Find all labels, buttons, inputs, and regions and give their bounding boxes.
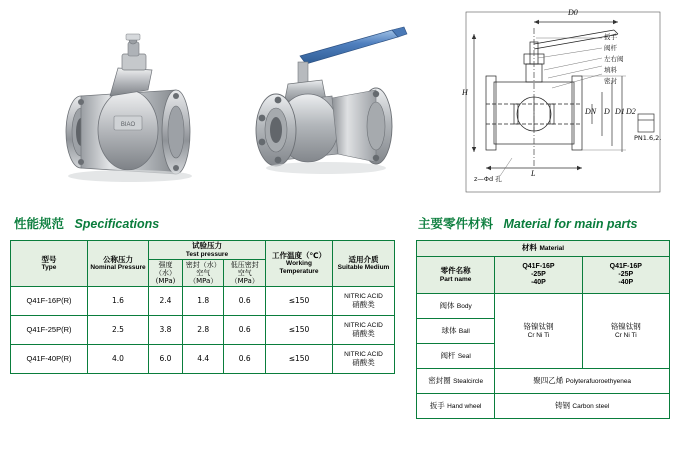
header-nominal-pressure [88,241,149,287]
table-row [417,394,670,419]
drawing-label-holes: z—Φd 孔 [474,175,502,183]
cell-medium-en: NITRIC ACID [344,293,383,301]
header-seal-unit: 空气（MPa） [189,269,218,286]
cell-material-col2 [582,294,669,369]
cell-part-cn: 阀杆 [440,350,456,360]
header-col1-line1: Q41F-16P [522,262,555,270]
cell-low-seal: 0.6 [224,345,266,374]
header-material-cn: 材料 [521,243,537,253]
header-col1-line3: -40P [531,279,546,287]
cell-part-en: Seal [457,352,471,360]
cell-medium-cn: 硝酸类 [352,328,375,338]
cell-part-cn: 扳手 [429,400,445,410]
header-col1-line2: -25P [531,270,546,278]
cell-mat1-en: Cr Ni Ti [527,331,550,339]
table-row [11,287,395,316]
drawing-label-d1: D1 [615,107,625,116]
cell-low-seal: 0.6 [224,316,266,345]
header-suitable-medium [333,241,395,287]
specifications-heading [14,214,159,232]
material-heading [418,214,638,232]
header-col2-line1: Q41F-16P [609,262,642,270]
cell-medium-cn: 硝酸类 [352,357,375,367]
cell-temp: ≤150 [266,316,333,345]
material-table [416,240,670,419]
header-nominal-cn: 公称压力 [103,254,133,264]
cell-part-en: Stealcircle [453,377,484,385]
header-test-pressure [149,241,266,260]
cell-part-name [417,294,495,319]
header-seal-cn: 密封（水） [185,261,221,270]
drawing-label-d0: D0 [568,8,578,17]
table-subheader-row [417,257,670,294]
header-part-en: Part name [439,275,472,283]
header-part-name [417,257,495,294]
specifications-heading-cn: 性能规范 [14,216,65,231]
valve-photo-left [48,24,238,184]
cell-type: Q41F-16P(R) [11,287,88,316]
cell-part-cn: 球体 [441,325,457,335]
header-low-seal [224,260,266,287]
specifications-table [10,240,395,374]
table-header-row [11,241,395,260]
cell-part-name [417,394,495,419]
drawing-callout-packing: 填料 [604,66,617,74]
svg-text:BIAO: BIAO [120,122,136,128]
cell-nominal: 4.0 [88,345,149,374]
cell-seal: 4.4 [183,345,224,374]
cell-mat-span-en: Polyterafuoroethyenea [565,377,632,385]
cell-medium-en: NITRIC ACID [344,351,383,359]
header-col2-line2: -25P [618,270,634,278]
cell-nominal: 2.5 [88,316,149,345]
header-temp-cn: 工作温度（℃） [271,250,327,260]
cell-type: Q41F-25P(R) [11,316,88,345]
header-material-en: Material [539,245,565,253]
cell-part-name [417,344,495,369]
header-type [11,241,88,287]
header-type-en: Type [41,264,57,272]
cell-mat2-en: Cr Ni Ti [614,331,637,339]
cell-medium [333,287,395,316]
drawing-callout-body: 左右阀 [604,55,624,63]
valve-technical-drawing [452,8,674,196]
cell-medium [333,345,395,374]
cell-mat-span-en: Carbon steel [572,402,610,410]
cell-material-col1 [495,294,582,369]
drawing-label-d: D [604,107,610,116]
table-row [11,345,395,374]
cell-seal: 1.8 [183,287,224,316]
drawing-label-l: L [531,169,536,178]
table-row [417,294,670,319]
header-material [417,241,670,257]
cell-part-name [417,369,495,394]
cell-mat-span-cn: 聚四乙烯 [533,375,564,385]
header-test-cn: 试验压力 [192,241,222,250]
cell-strength: 2.4 [149,287,183,316]
header-low-seal-cn: 低压密封 [230,261,259,270]
header-medium-cn: 适用介质 [348,254,379,264]
header-strength [149,260,183,287]
cell-part-name [417,319,495,344]
header-nominal-en: Nominal Pressure [90,264,146,272]
header-temp-en: Working Temperature [279,260,319,275]
table-header-row [417,241,670,257]
header-col2-line3: -40P [618,279,634,287]
cell-mat-span-cn: 铸钢 [555,400,571,410]
drawing-label-h: H [462,88,468,97]
product-images-area [0,0,680,200]
cell-seal: 2.8 [183,316,224,345]
cell-mat2-cn: 铬镍钛钢 [610,321,641,331]
cell-medium-cn: 硝酸类 [352,299,375,309]
cell-part-en: Hand wheel [447,402,482,410]
header-working-temperature [266,241,333,287]
drawing-callout-seal: 密封 [604,77,617,85]
valve-photo-right [252,14,432,184]
cell-part-cn: 阀体 [439,300,455,310]
cell-low-seal: 0.6 [224,287,266,316]
drawing-label-pn: PN1.6,2. [634,134,662,142]
cell-temp: ≤150 [266,287,333,316]
material-heading-en: Material for main parts [503,217,638,231]
table-row [417,369,670,394]
cell-part-en: Body [456,302,472,310]
material-heading-cn: 主要零件材料 [418,216,494,231]
cell-strength: 6.0 [149,345,183,374]
header-medium-en: Suitable Medium [337,264,390,272]
drawing-callout-handle: 扳手 [604,33,617,41]
header-material-col1 [495,257,582,294]
drawing-label-dn: DN [585,107,597,116]
cell-mat1-cn: 铬镍钛钢 [523,321,554,331]
cell-medium-en: NITRIC ACID [344,322,383,330]
cell-strength: 3.8 [149,316,183,345]
specifications-heading-en: Specifications [74,217,160,231]
header-low-seal-unit: 空气（MPa） [230,269,259,286]
drawing-label-d2: D2 [626,107,636,116]
cell-type: Q41F-40P(R) [11,345,88,374]
cell-medium [333,316,395,345]
cell-material-span [495,394,670,419]
cell-part-en: Ball [458,327,470,335]
header-part-cn: 零件名称 [440,265,471,275]
table-row [11,316,395,345]
drawing-callout-stem: 阀杆 [604,44,617,52]
cell-temp: ≤150 [266,345,333,374]
cell-part-cn: 密封圈 [428,375,451,385]
cell-material-span [495,369,670,394]
header-type-cn: 型号 [41,254,57,264]
header-test-en: Test pressure [185,250,229,258]
header-strength-unit: (MPa) [155,277,176,286]
header-seal [183,260,224,287]
header-strength-cn: 强度（水） [155,261,176,278]
header-material-col2 [582,257,669,294]
cell-nominal: 1.6 [88,287,149,316]
